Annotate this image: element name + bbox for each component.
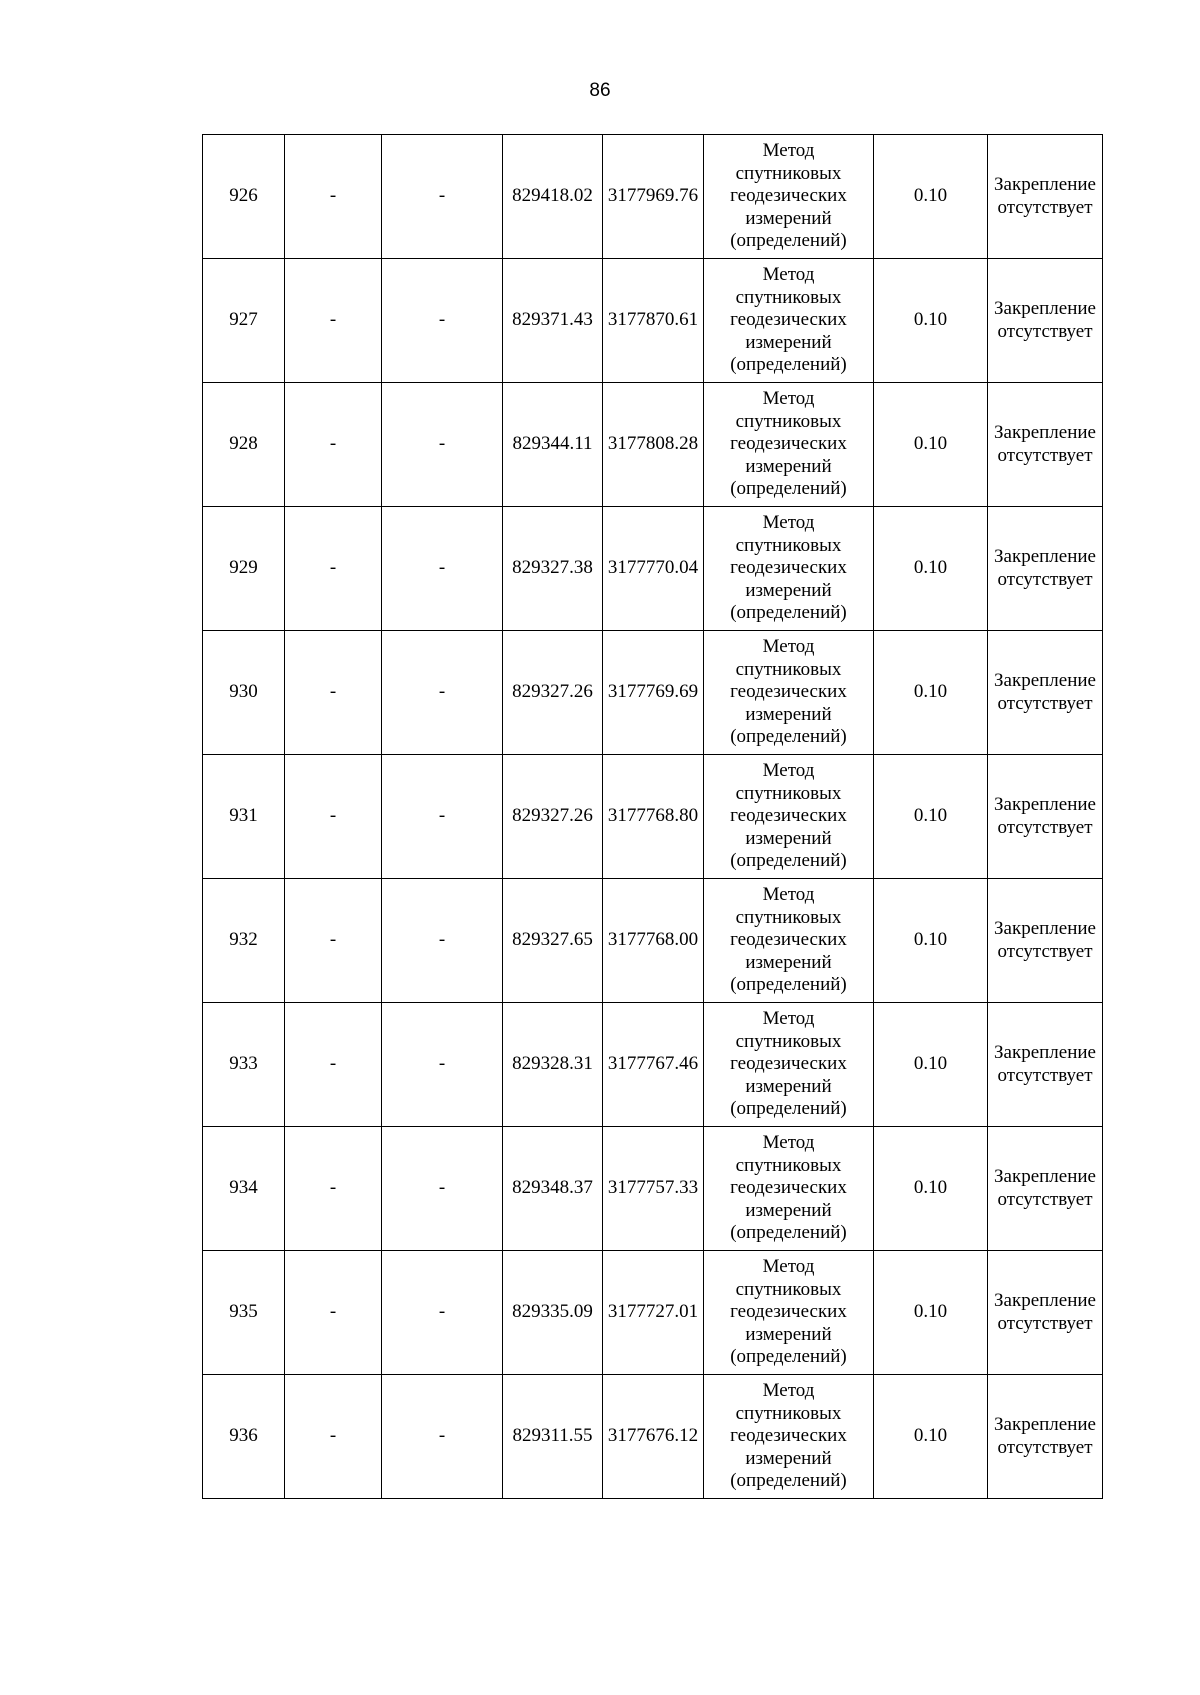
method-line: Метод — [762, 512, 815, 534]
method-line: геодезических — [730, 309, 847, 331]
point-number-cell: 931 — [203, 755, 285, 879]
method-line: (определений) — [730, 354, 847, 376]
method-line: спутниковых — [735, 658, 842, 680]
y-coordinate-cell: 3177727.01 — [603, 1251, 704, 1375]
method-cell — [704, 755, 874, 879]
method-line: (определений) — [730, 478, 847, 500]
dash-cell-2: - — [285, 1251, 382, 1375]
point-number-cell: 932 — [203, 879, 285, 1003]
fixing-line: Закрепление — [994, 546, 1096, 567]
fixing-line: отсутствует — [997, 1064, 1093, 1086]
method-line: измерений — [745, 331, 832, 353]
fixing-line: отсутствует — [997, 1312, 1093, 1334]
x-coordinate-cell: 829344.11 — [503, 383, 603, 507]
method-line: геодезических — [730, 1177, 847, 1199]
fixing-line: отсутствует — [997, 940, 1093, 962]
accuracy-cell: 0.10 — [874, 135, 988, 259]
y-coordinate-cell: 3177870.61 — [603, 259, 704, 383]
method-line: геодезических — [730, 681, 847, 703]
table-body — [203, 135, 1103, 1499]
fixing-line: Закрепление — [994, 174, 1096, 195]
fixing-cell — [988, 135, 1103, 259]
table-row — [203, 135, 1103, 259]
fixing-cell — [988, 259, 1103, 383]
fixing-line: Закрепление — [994, 1166, 1096, 1187]
point-number-cell: 934 — [203, 1127, 285, 1251]
dash-cell-3: - — [382, 879, 503, 1003]
y-coordinate-cell: 3177808.28 — [603, 383, 704, 507]
method-line: измерений — [745, 579, 832, 601]
method-line: Метод — [762, 264, 815, 286]
method-line: геодезических — [730, 557, 847, 579]
table-row — [203, 1127, 1103, 1251]
dash-cell-2: - — [285, 1003, 382, 1127]
method-cell — [704, 1127, 874, 1251]
dash-cell-2: - — [285, 1375, 382, 1499]
method-line: спутниковых — [735, 782, 842, 804]
table-row — [203, 1003, 1103, 1127]
table-row — [203, 755, 1103, 879]
method-line: спутниковых — [735, 906, 842, 928]
fixing-cell — [988, 879, 1103, 1003]
method-line: Метод — [762, 1008, 815, 1030]
x-coordinate-cell: 829327.65 — [503, 879, 603, 1003]
method-line: спутниковых — [735, 286, 842, 308]
y-coordinate-cell: 3177767.46 — [603, 1003, 704, 1127]
method-line: спутниковых — [735, 534, 842, 556]
table-row — [203, 879, 1103, 1003]
fixing-cell — [988, 631, 1103, 755]
method-line: измерений — [745, 703, 832, 725]
method-line: геодезических — [730, 185, 847, 207]
dash-cell-2: - — [285, 631, 382, 755]
method-line: Метод — [762, 140, 815, 162]
method-line: спутниковых — [735, 162, 842, 184]
dash-cell-3: - — [382, 1375, 503, 1499]
fixing-line: Закрепление — [994, 1290, 1096, 1311]
dash-cell-3: - — [382, 631, 503, 755]
fixing-line: отсутствует — [997, 444, 1093, 466]
table-row — [203, 383, 1103, 507]
method-line: геодезических — [730, 1425, 847, 1447]
accuracy-cell: 0.10 — [874, 879, 988, 1003]
dash-cell-2: - — [285, 383, 382, 507]
method-line: измерений — [745, 951, 832, 973]
point-number-cell: 936 — [203, 1375, 285, 1499]
accuracy-cell: 0.10 — [874, 259, 988, 383]
method-line: Метод — [762, 1132, 815, 1154]
fixing-line: отсутствует — [997, 692, 1093, 714]
method-line: измерений — [745, 827, 832, 849]
method-line: спутниковых — [735, 1154, 842, 1176]
method-line: измерений — [745, 455, 832, 477]
dash-cell-2: - — [285, 1127, 382, 1251]
method-cell — [704, 383, 874, 507]
point-number-cell: 933 — [203, 1003, 285, 1127]
y-coordinate-cell: 3177769.69 — [603, 631, 704, 755]
table-row — [203, 507, 1103, 631]
method-line: измерений — [745, 207, 832, 229]
dash-cell-2: - — [285, 507, 382, 631]
accuracy-cell: 0.10 — [874, 755, 988, 879]
method-cell — [704, 1003, 874, 1127]
x-coordinate-cell: 829327.38 — [503, 507, 603, 631]
method-line: спутниковых — [735, 1402, 842, 1424]
fixing-cell — [988, 1127, 1103, 1251]
fixing-cell — [988, 507, 1103, 631]
method-line: (определений) — [730, 850, 847, 872]
method-line: спутниковых — [735, 1030, 842, 1052]
method-line: измерений — [745, 1075, 832, 1097]
method-cell — [704, 1375, 874, 1499]
y-coordinate-cell: 3177768.00 — [603, 879, 704, 1003]
dash-cell-2: - — [285, 879, 382, 1003]
method-cell — [704, 1251, 874, 1375]
method-line: (определений) — [730, 230, 847, 252]
accuracy-cell: 0.10 — [874, 1003, 988, 1127]
table-row — [203, 631, 1103, 755]
fixing-line: отсутствует — [997, 568, 1093, 590]
point-number-cell: 935 — [203, 1251, 285, 1375]
fixing-line: Закрепление — [994, 918, 1096, 939]
method-line: измерений — [745, 1199, 832, 1221]
method-line: Метод — [762, 1256, 815, 1278]
fixing-cell — [988, 1003, 1103, 1127]
dash-cell-3: - — [382, 135, 503, 259]
table-row — [203, 1251, 1103, 1375]
method-line: геодезических — [730, 805, 847, 827]
x-coordinate-cell: 829311.55 — [503, 1375, 603, 1499]
dash-cell-3: - — [382, 1251, 503, 1375]
point-number-cell: 930 — [203, 631, 285, 755]
method-line: геодезических — [730, 1301, 847, 1323]
accuracy-cell: 0.10 — [874, 1127, 988, 1251]
dash-cell-3: - — [382, 755, 503, 879]
fixing-line: отсутствует — [997, 196, 1093, 218]
x-coordinate-cell: 829418.02 — [503, 135, 603, 259]
dash-cell-3: - — [382, 1127, 503, 1251]
method-line: (определений) — [730, 726, 847, 748]
y-coordinate-cell: 3177757.33 — [603, 1127, 704, 1251]
accuracy-cell: 0.10 — [874, 383, 988, 507]
fixing-cell — [988, 1251, 1103, 1375]
method-cell — [704, 259, 874, 383]
point-number-cell: 927 — [203, 259, 285, 383]
method-line: Метод — [762, 884, 815, 906]
method-line: (определений) — [730, 974, 847, 996]
table-row — [203, 259, 1103, 383]
dash-cell-2: - — [285, 755, 382, 879]
fixing-line: Закрепление — [994, 670, 1096, 691]
fixing-line: отсутствует — [997, 816, 1093, 838]
page-number: 86 — [589, 80, 611, 101]
table-row — [203, 1375, 1103, 1499]
point-number-cell: 928 — [203, 383, 285, 507]
dash-cell-3: - — [382, 1003, 503, 1127]
fixing-cell — [988, 1375, 1103, 1499]
x-coordinate-cell: 829327.26 — [503, 755, 603, 879]
accuracy-cell: 0.10 — [874, 1375, 988, 1499]
method-line: (определений) — [730, 1222, 847, 1244]
method-line: измерений — [745, 1447, 832, 1469]
y-coordinate-cell: 3177969.76 — [603, 135, 704, 259]
dash-cell-3: - — [382, 383, 503, 507]
point-number-cell: 926 — [203, 135, 285, 259]
dash-cell-3: - — [382, 259, 503, 383]
method-line: Метод — [762, 388, 815, 410]
method-line: (определений) — [730, 1346, 847, 1368]
fixing-line: Закрепление — [994, 1414, 1096, 1435]
method-line: геодезических — [730, 929, 847, 951]
fixing-line: отсутствует — [997, 320, 1093, 342]
method-cell — [704, 135, 874, 259]
x-coordinate-cell: 829348.37 — [503, 1127, 603, 1251]
method-cell — [704, 879, 874, 1003]
dash-cell-2: - — [285, 135, 382, 259]
fixing-cell — [988, 383, 1103, 507]
fixing-line: Закрепление — [994, 422, 1096, 443]
x-coordinate-cell: 829371.43 — [503, 259, 603, 383]
y-coordinate-cell: 3177768.80 — [603, 755, 704, 879]
fixing-line: Закрепление — [994, 1042, 1096, 1063]
fixing-cell — [988, 755, 1103, 879]
method-line: измерений — [745, 1323, 832, 1345]
x-coordinate-cell: 829328.31 — [503, 1003, 603, 1127]
method-line: Метод — [762, 636, 815, 658]
method-line: Метод — [762, 760, 815, 782]
method-line: геодезических — [730, 1053, 847, 1075]
coordinates-table — [202, 134, 1103, 1499]
dash-cell-2: - — [285, 259, 382, 383]
fixing-line: Закрепление — [994, 794, 1096, 815]
method-line: спутниковых — [735, 1278, 842, 1300]
method-cell — [704, 631, 874, 755]
method-line: геодезических — [730, 433, 847, 455]
method-line: Метод — [762, 1380, 815, 1402]
y-coordinate-cell: 3177770.04 — [603, 507, 704, 631]
method-line: (определений) — [730, 1470, 847, 1492]
method-line: (определений) — [730, 602, 847, 624]
y-coordinate-cell: 3177676.12 — [603, 1375, 704, 1499]
fixing-line: отсутствует — [997, 1188, 1093, 1210]
accuracy-cell: 0.10 — [874, 631, 988, 755]
x-coordinate-cell: 829335.09 — [503, 1251, 603, 1375]
fixing-line: отсутствует — [997, 1436, 1093, 1458]
accuracy-cell: 0.10 — [874, 1251, 988, 1375]
method-line: (определений) — [730, 1098, 847, 1120]
method-line: спутниковых — [735, 410, 842, 432]
point-number-cell: 929 — [203, 507, 285, 631]
dash-cell-3: - — [382, 507, 503, 631]
method-cell — [704, 507, 874, 631]
accuracy-cell: 0.10 — [874, 507, 988, 631]
x-coordinate-cell: 829327.26 — [503, 631, 603, 755]
fixing-line: Закрепление — [994, 298, 1096, 319]
